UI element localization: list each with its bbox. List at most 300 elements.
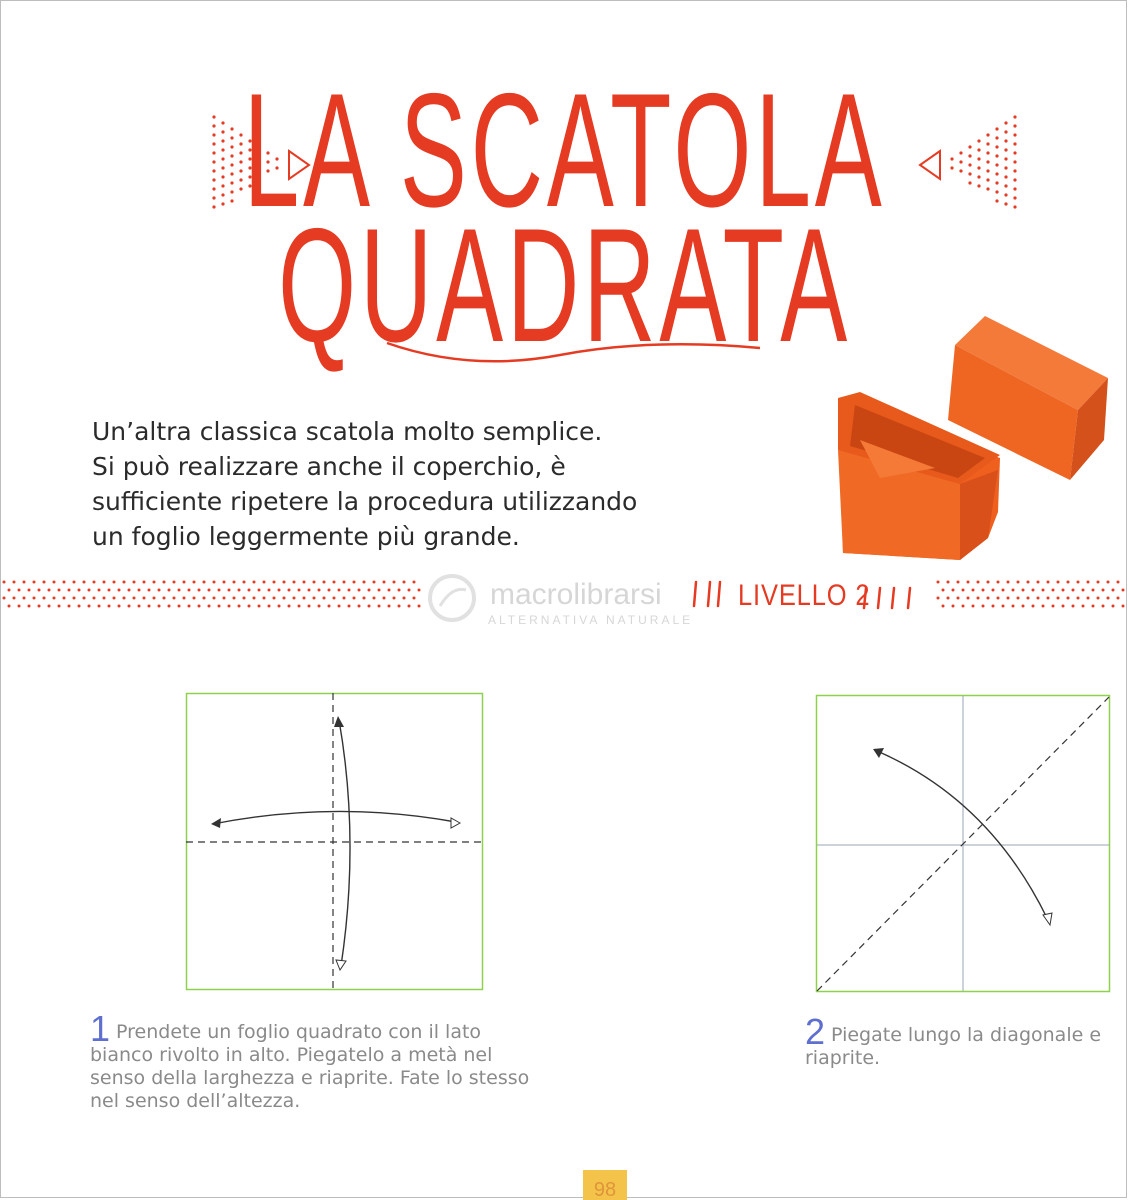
ornament-dot — [1072, 589, 1075, 592]
ornament-dot — [88, 605, 91, 608]
ornament-dot — [1007, 597, 1010, 600]
ornament-dot — [383, 597, 386, 600]
ornament-dot — [278, 605, 281, 608]
ornament-dot — [1017, 597, 1020, 600]
ornament-dot — [982, 605, 985, 608]
ornament-dot — [343, 597, 346, 600]
ornament-dot — [1004, 130, 1007, 133]
ornament-dot — [995, 136, 998, 139]
ornament-dot — [363, 581, 366, 584]
ornament-dot — [73, 581, 76, 584]
ornament-dot — [218, 589, 221, 592]
ornament-dot — [995, 199, 998, 202]
ornament-dot — [193, 581, 196, 584]
ornament-dot — [1077, 597, 1080, 600]
ornament-dot — [995, 181, 998, 184]
ornament-dot — [977, 157, 980, 160]
ornament-dot — [1027, 597, 1030, 600]
ornament-dot — [153, 581, 156, 584]
ornament-dot — [1007, 581, 1010, 584]
ornament-dot — [38, 589, 41, 592]
ornament-dot — [967, 597, 970, 600]
ornament-dot — [1082, 589, 1085, 592]
ornament-dot — [1013, 124, 1016, 127]
ornament-dot — [138, 605, 141, 608]
ornament-dot — [1052, 589, 1055, 592]
ornament-dot — [1022, 589, 1025, 592]
ornament-dot — [338, 605, 341, 608]
ornament-dot — [178, 589, 181, 592]
ornament-dot — [353, 581, 356, 584]
ornament-dot — [268, 605, 271, 608]
ornament-dot — [986, 169, 989, 172]
ornament-dot — [3, 581, 6, 584]
ornament-dot — [343, 581, 346, 584]
ornament-dot — [1062, 589, 1065, 592]
ornament-dot — [183, 581, 186, 584]
ornament-dot — [243, 597, 246, 600]
ornament-dot — [348, 589, 351, 592]
ornament-dot — [1042, 589, 1045, 592]
ornament-dot — [1004, 184, 1007, 187]
ornament-dot — [947, 581, 950, 584]
ornament-dot — [178, 605, 181, 608]
ornament-dot — [1012, 589, 1015, 592]
ornament-dot — [1004, 193, 1007, 196]
dotted-triangle-arrow-left-icon — [950, 115, 1016, 208]
ornament-dot — [98, 605, 101, 608]
ornament-dot — [58, 605, 61, 608]
ornament-dot — [986, 160, 989, 163]
ornament-dot — [398, 605, 401, 608]
watermark-tagline: ALTERNATIVA NATURALE — [488, 613, 694, 627]
ornament-dot — [393, 581, 396, 584]
ornament-dot — [373, 581, 376, 584]
ornament-dot — [143, 581, 146, 584]
ornament-dot — [313, 581, 316, 584]
ornament-dot — [273, 597, 276, 600]
ornament-dot — [43, 581, 46, 584]
ornament-dot — [1004, 157, 1007, 160]
ornament-dot — [88, 589, 91, 592]
ornament-dot — [995, 145, 998, 148]
ornament-dot — [1077, 581, 1080, 584]
ornament-dot — [223, 597, 226, 600]
ornament-dot — [942, 605, 945, 608]
ornament-dot — [1117, 597, 1120, 600]
ornament-dot — [78, 605, 81, 608]
ornament-dot — [63, 597, 66, 600]
step-1-text: Prendete un foglio quadrato con il lato bianco rivolto in alto. Piegatelo a metà nel senso della larghezza e riaprite. Fate lo stesso nel senso dell’altezza. — [90, 1021, 530, 1112]
ornament-dot — [248, 605, 251, 608]
ornament-dot — [83, 581, 86, 584]
ornament-dot — [959, 160, 962, 163]
page-title-line-1: LA SCATOLA — [243, 60, 886, 241]
ornament-dot — [1062, 605, 1065, 608]
ornament-dot — [977, 148, 980, 151]
ornament-dot — [253, 597, 256, 600]
ornament-dot — [947, 597, 950, 600]
ornament-dot — [1004, 166, 1007, 169]
ornament-dot — [937, 581, 940, 584]
ornament-dot — [48, 605, 51, 608]
ornament-dot — [1082, 605, 1085, 608]
ornament-dot — [258, 589, 261, 592]
ornament-dot — [986, 142, 989, 145]
ornament-dot — [213, 581, 216, 584]
step-2-diagram — [817, 696, 1110, 992]
ornament-dot — [253, 581, 256, 584]
ornament-dot — [143, 597, 146, 600]
ornament-dot — [333, 581, 336, 584]
ornament-dot — [173, 581, 176, 584]
ornament-dot — [1002, 589, 1005, 592]
ornament-dot — [83, 597, 86, 600]
ornament-dot — [78, 589, 81, 592]
ornament-dot — [103, 581, 106, 584]
ornament-dot — [950, 166, 953, 169]
ornament-dot — [1122, 589, 1125, 592]
ornament-dot — [1004, 202, 1007, 205]
ornament-dot — [388, 605, 391, 608]
ornament-dot — [53, 581, 56, 584]
ornament-dot — [1097, 597, 1100, 600]
ornament-dot — [263, 597, 266, 600]
ornament-dot — [168, 605, 171, 608]
ornament-dot — [1057, 581, 1060, 584]
ornament-dot — [113, 581, 116, 584]
ornament-dot — [968, 172, 971, 175]
ornament-dot — [373, 597, 376, 600]
intro-line: sufficiente ripetere la procedura utilizzando — [92, 487, 638, 516]
ornament-dot — [1097, 581, 1100, 584]
ornament-dot — [1042, 605, 1045, 608]
ornament-dot — [393, 597, 396, 600]
ornament-dot — [368, 589, 371, 592]
ornament-dot — [1057, 597, 1060, 600]
ornament-dot — [383, 581, 386, 584]
ornament-dot — [403, 597, 406, 600]
ornament-dot — [123, 581, 126, 584]
ornament-dot — [418, 589, 421, 592]
ornament-dot — [18, 589, 21, 592]
ornament-dot — [959, 151, 962, 154]
ornament-dot — [158, 589, 161, 592]
ornament-dot — [228, 605, 231, 608]
intro-line: un foglio leggermente più grande. — [92, 522, 520, 551]
ornament-dot — [1092, 589, 1095, 592]
ornament-dot — [986, 151, 989, 154]
ornament-dot — [408, 589, 411, 592]
ornament-dot — [403, 581, 406, 584]
ornament-dot — [1013, 151, 1016, 154]
ornament-dot — [328, 589, 331, 592]
ornament-dot — [1107, 597, 1110, 600]
ornament-dot — [995, 190, 998, 193]
step-1-diagram — [186, 693, 483, 990]
ornament-dot — [158, 605, 161, 608]
ornament-dot — [148, 605, 151, 608]
ornament-dot — [987, 581, 990, 584]
ornament-dot — [203, 581, 206, 584]
ornament-dot — [952, 605, 955, 608]
ornament-dot — [1013, 178, 1016, 181]
ornament-dot — [48, 589, 51, 592]
ornament-dot — [942, 589, 945, 592]
ornament-dot — [263, 581, 266, 584]
ornament-dot — [208, 589, 211, 592]
ornament-dot — [968, 154, 971, 157]
ornament-dot — [1013, 187, 1016, 190]
ornament-dot — [968, 163, 971, 166]
ornament-dot — [1102, 605, 1105, 608]
ornament-dot — [413, 597, 416, 600]
ornament-dot — [1052, 605, 1055, 608]
ornament-dot — [108, 605, 111, 608]
ornament-dot — [203, 597, 206, 600]
ornament-dot — [1092, 605, 1095, 608]
ornament-dot — [8, 605, 11, 608]
ornament-dot — [288, 605, 291, 608]
ornament-dot — [188, 589, 191, 592]
ornament-dot — [298, 589, 301, 592]
ornament-dot — [313, 597, 316, 600]
ornament-dot — [93, 581, 96, 584]
ornament-dot — [358, 589, 361, 592]
ornament-dot — [3, 597, 6, 600]
ornament-dot — [328, 605, 331, 608]
ornament-dot — [992, 589, 995, 592]
ornament-dot — [268, 589, 271, 592]
ornament-dot — [73, 597, 76, 600]
ornament-dot — [318, 589, 321, 592]
ornament-dot — [1022, 605, 1025, 608]
ornament-dot — [968, 145, 971, 148]
ornament-dot — [368, 605, 371, 608]
ornament-dot — [218, 605, 221, 608]
ornament-dot — [338, 589, 341, 592]
page-title-line-2: QUADRATA — [278, 195, 851, 376]
ornament-dot — [1013, 142, 1016, 145]
ornament-dot — [308, 605, 311, 608]
ornament-dot — [348, 605, 351, 608]
ornament-dot — [977, 175, 980, 178]
ornament-dot — [977, 184, 980, 187]
ornament-dot — [1117, 581, 1120, 584]
ornament-dot — [1013, 205, 1016, 208]
ornament-dot — [418, 605, 421, 608]
ornament-dot — [1047, 597, 1050, 600]
macrolibrarsi-logo-icon — [430, 576, 474, 620]
arrow-left-icon — [920, 151, 940, 179]
ornament-dot — [323, 597, 326, 600]
step-2-text: Piegate lungo la diagonale e riaprite. — [805, 1024, 1102, 1069]
ornament-dot — [58, 589, 61, 592]
ornament-dot — [986, 187, 989, 190]
ornament-dot — [278, 589, 281, 592]
ornament-dot — [995, 154, 998, 157]
step-2-number: 2 — [805, 1011, 826, 1052]
intro-paragraph — [92, 414, 732, 554]
ornament-dot — [959, 169, 962, 172]
ornament-dot — [977, 581, 980, 584]
ornament-dot — [363, 597, 366, 600]
step-2-caption — [805, 1011, 1125, 1070]
ornament-dot — [1013, 169, 1016, 172]
ornament-dot — [1112, 605, 1115, 608]
ornament-dot — [952, 589, 955, 592]
ornament-dot — [968, 181, 971, 184]
watermark-name: macrolibrarsi — [490, 578, 662, 611]
ornament-dot — [238, 589, 241, 592]
ornament-dot — [323, 581, 326, 584]
ornament-dot — [293, 597, 296, 600]
ornament-dot — [188, 605, 191, 608]
ornament-dot — [1027, 581, 1030, 584]
ornament-dot — [243, 581, 246, 584]
ornament-dot — [378, 589, 381, 592]
ornament-dot — [258, 605, 261, 608]
ornament-dot — [986, 178, 989, 181]
ornament-dot — [283, 581, 286, 584]
ornament-dot — [1037, 581, 1040, 584]
ornament-dot — [986, 133, 989, 136]
ornament-dot — [962, 589, 965, 592]
ornament-dot — [53, 597, 56, 600]
ornament-dot — [18, 605, 21, 608]
ornament-dot — [1004, 148, 1007, 151]
ornament-dot — [1013, 196, 1016, 199]
ornament-dot — [1102, 589, 1105, 592]
ornament-dot — [358, 605, 361, 608]
ornament-dot — [228, 589, 231, 592]
ornament-dot — [408, 605, 411, 608]
ornament-dot — [128, 605, 131, 608]
ornament-dot — [977, 597, 980, 600]
ornament-dot — [1122, 605, 1125, 608]
ornament-dot — [118, 605, 121, 608]
ornament-dot — [183, 597, 186, 600]
ornament-dot — [1067, 581, 1070, 584]
ornament-dot — [1017, 581, 1020, 584]
ornament-dot — [1013, 160, 1016, 163]
ornament-dot — [1087, 597, 1090, 600]
ornament-dot — [1032, 605, 1035, 608]
step-1-number: 1 — [90, 1008, 111, 1049]
ornament-dot — [977, 166, 980, 169]
ornament-dot — [13, 581, 16, 584]
ornament-dot — [1002, 605, 1005, 608]
ornament-dot — [982, 589, 985, 592]
ornament-dot — [133, 581, 136, 584]
ornament-dot — [413, 581, 416, 584]
ornament-dot — [248, 589, 251, 592]
ornament-dot — [987, 597, 990, 600]
ornament-dot — [198, 605, 201, 608]
ornament-dot — [995, 163, 998, 166]
ornament-dot — [233, 597, 236, 600]
page-number: 98 — [583, 1170, 627, 1200]
ornament-dot — [957, 581, 960, 584]
ornament-dot — [98, 589, 101, 592]
ornament-dot — [93, 597, 96, 600]
step-1-caption — [90, 1008, 530, 1113]
ornament-dot — [8, 589, 11, 592]
ornament-dot — [308, 589, 311, 592]
ornament-dot — [353, 597, 356, 600]
difficulty-level-label: LIVELLO 2 — [738, 579, 871, 612]
ornament-dot — [1012, 605, 1015, 608]
ornament-dot — [1067, 597, 1070, 600]
ornament-dot — [318, 605, 321, 608]
ornament-dot — [193, 597, 196, 600]
ornament-dot — [163, 581, 166, 584]
ornament-dot — [173, 597, 176, 600]
ornament-dot — [1072, 605, 1075, 608]
ornament-dot — [163, 597, 166, 600]
ornament-dot — [1004, 175, 1007, 178]
ornament-dot — [68, 589, 71, 592]
ornament-dot — [208, 605, 211, 608]
ornament-dot — [153, 597, 156, 600]
ornament-dot — [63, 581, 66, 584]
ornament-dot — [1087, 581, 1090, 584]
ornament-dot — [1004, 139, 1007, 142]
ornament-dot — [967, 581, 970, 584]
ornament-dot — [28, 589, 31, 592]
ornament-dot — [198, 589, 201, 592]
ornament-dot — [1004, 121, 1007, 124]
ornament-dot — [133, 597, 136, 600]
ornament-dot — [293, 581, 296, 584]
ornament-dot — [1037, 597, 1040, 600]
ornament-dot — [28, 605, 31, 608]
ornament-dot — [33, 597, 36, 600]
ornament-dot — [23, 597, 26, 600]
ornament-dot — [1107, 581, 1110, 584]
ornament-dot — [13, 597, 16, 600]
ornament-dot — [1047, 581, 1050, 584]
ornament-dot — [223, 581, 226, 584]
ornament-dot — [68, 605, 71, 608]
ornament-dot — [995, 172, 998, 175]
ornament-dot — [33, 581, 36, 584]
ornament-dot — [398, 589, 401, 592]
ornament-dot — [1032, 589, 1035, 592]
intro-line: Un’altra classica scatola molto semplice. — [92, 417, 603, 446]
ornament-dot — [38, 605, 41, 608]
ornament-dot — [283, 597, 286, 600]
ornament-dot — [972, 605, 975, 608]
ornament-dot — [950, 157, 953, 160]
ornament-dot — [148, 589, 151, 592]
ornament-dot — [937, 597, 940, 600]
ornament-dot — [168, 589, 171, 592]
ornament-dot — [972, 589, 975, 592]
ornament-dot — [288, 589, 291, 592]
ornament-dot — [388, 589, 391, 592]
ornament-dot — [138, 589, 141, 592]
ornament-dot — [213, 597, 216, 600]
ornament-dot — [128, 589, 131, 592]
ornament-dot — [233, 581, 236, 584]
ornament-dot — [995, 127, 998, 130]
ornament-dot — [997, 597, 1000, 600]
ornament-dot — [1013, 115, 1016, 118]
ornament-dot — [113, 597, 116, 600]
ornament-dot — [118, 589, 121, 592]
intro-line: Si può realizzare anche il coperchio, è — [92, 452, 566, 481]
